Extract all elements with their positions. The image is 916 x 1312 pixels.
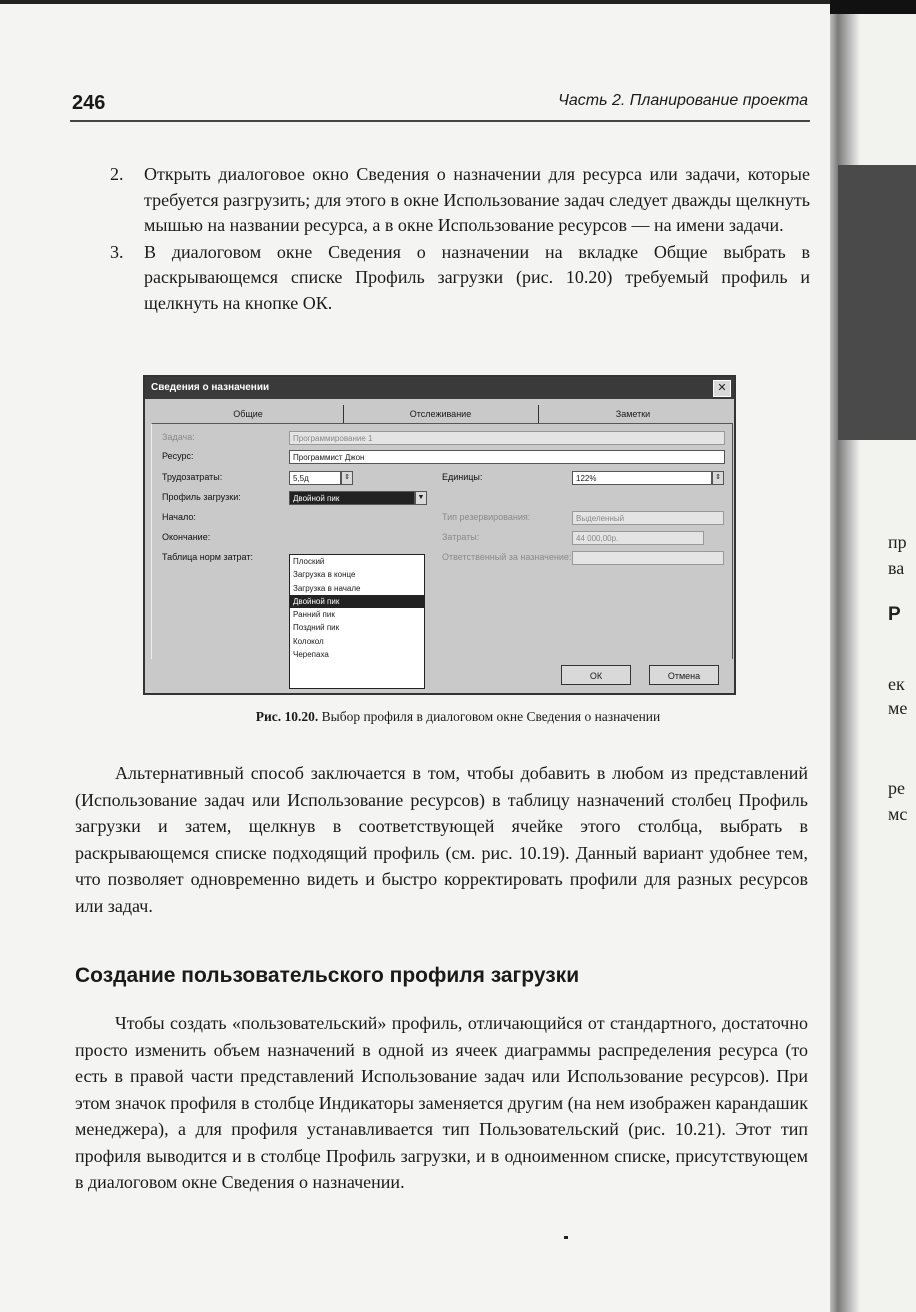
list-number: 2. bbox=[110, 164, 124, 184]
work-label: Трудозатраты: bbox=[162, 472, 223, 482]
list-item bbox=[110, 162, 810, 239]
profile-option[interactable]: Загрузка в начале bbox=[293, 583, 361, 593]
body-paragraph bbox=[75, 1010, 808, 1196]
units-input[interactable]: 122% bbox=[572, 471, 712, 485]
assignment-owner-field bbox=[572, 551, 724, 565]
dialog-title: Сведения о назначении bbox=[145, 377, 734, 399]
body-paragraph bbox=[75, 760, 808, 919]
close-icon[interactable]: ✕ bbox=[713, 380, 731, 397]
cancel-button[interactable]: Отмена bbox=[649, 665, 719, 685]
running-head: Часть 2. Планирование проекта bbox=[558, 92, 808, 109]
figure-caption bbox=[0, 709, 916, 725]
next-page-text-fragment: ре bbox=[888, 778, 905, 798]
resource-label: Ресурс: bbox=[162, 451, 194, 461]
scan-speck bbox=[564, 1236, 568, 1239]
start-label: Начало: bbox=[162, 512, 196, 522]
list-item bbox=[110, 240, 810, 317]
booking-type-field: Выделенный bbox=[572, 511, 724, 525]
cost-field: 44 000,00р. bbox=[572, 531, 704, 545]
numbered-steps bbox=[110, 162, 810, 317]
task-field: Программирование 1 bbox=[289, 431, 725, 445]
profile-option[interactable]: Ранний пик bbox=[293, 610, 335, 620]
caption-text: Выбор профиля в диалоговом окне Сведения о назначении bbox=[321, 709, 661, 724]
assignment-info-dialog bbox=[143, 375, 736, 695]
units-label: Единицы: bbox=[442, 472, 483, 482]
next-page-text-fragment: мс bbox=[888, 804, 908, 824]
dialog-tabs bbox=[153, 405, 729, 423]
next-page-text-fragment: ек bbox=[888, 674, 905, 694]
task-label: Задача: bbox=[162, 432, 195, 442]
units-spinner-icon[interactable]: ⇕ bbox=[712, 471, 724, 485]
profile-option[interactable]: Черепаха bbox=[293, 650, 329, 660]
list-text: Открыть диалоговое окно Сведения о назначении для ресурса или задачи, которые требуется разгрузить; для этого в окне Использование задач следует дважды щелкнуть мышью на названии ресурса, а в окне Использование ресурсов — на имени задачи. bbox=[144, 164, 810, 235]
page-number: 246 bbox=[72, 92, 106, 114]
profile-label: Профиль загрузки: bbox=[162, 492, 241, 502]
booking-type-label: Тип резервирования: bbox=[442, 512, 531, 522]
paragraph-text: Альтернативный способ заключается в том, чтобы добавить в любом из представлений (Использование задач или Использование ресурсов) в таблицу назначений столбец Профиль загрузки и затем, щелкнув в соответствующей ячейке этого столбца, выбрать в раскрывающемся списке подходящий профиль (см. рис. 10.19). Данный вариант удобнее тем, что позволяет одновременно видеть и быстро корректировать профили для разных ресурсов или задач. bbox=[75, 763, 808, 916]
next-page-heading-fragment: Р bbox=[888, 604, 901, 625]
tab-notes[interactable]: Заметки bbox=[615, 409, 651, 419]
work-input[interactable]: 5,5д bbox=[289, 471, 341, 485]
resource-field[interactable]: Программист Джон bbox=[289, 450, 725, 464]
rate-table-label: Таблица норм затрат: bbox=[162, 552, 253, 562]
next-page-text-fragment: ва bbox=[888, 558, 905, 578]
header-rule bbox=[70, 120, 810, 122]
profile-dropdown-list bbox=[289, 554, 425, 689]
profile-option[interactable]: Плоский bbox=[293, 557, 325, 566]
caption-label: Рис. 10.20. bbox=[255, 709, 319, 724]
next-page-text-fragment: пр bbox=[888, 532, 907, 552]
next-page-text-fragment: ме bbox=[888, 698, 908, 718]
section-heading: Создание пользовательского профиля загрузки bbox=[75, 964, 580, 987]
profile-option[interactable]: Колокол bbox=[293, 636, 324, 646]
general-tab-panel bbox=[151, 423, 733, 659]
ok-button[interactable]: ОК bbox=[561, 665, 631, 685]
profile-select[interactable]: Двойной пик bbox=[289, 491, 415, 505]
work-spinner-icon[interactable]: ⇕ bbox=[341, 471, 353, 485]
finish-label: Окончание: bbox=[162, 532, 211, 542]
chevron-down-icon[interactable]: ▼ bbox=[415, 491, 427, 505]
tab-tracking[interactable]: Отслеживание bbox=[343, 405, 539, 423]
paragraph-text: Чтобы создать «пользовательский» профиль, отличающийся от стандартного, достаточно просто изменить объем назначений в одной из ячеек диаграммы распределения ресурса (то есть в правой части представлений Использование задач или Использование ресурсов). При этом значок профиля в столбце Индикаторы заменяется другим (на нем изображен карандашик менеджера), а для профиля устанавливается тип Пользовательский (рис. 10.21). Этот тип профиля выводится и в столбце Профиль загрузки, и в одноименном списке, присутствующем в диалоговом окне Сведения о назначении. bbox=[75, 1013, 808, 1192]
profile-option-selected[interactable]: Двойной пик bbox=[290, 595, 424, 608]
cost-label: Затраты: bbox=[442, 532, 480, 542]
profile-option[interactable]: Поздний пик bbox=[293, 623, 340, 633]
scan-dark-edge bbox=[830, 0, 916, 14]
list-number: 3. bbox=[110, 241, 124, 262]
next-page-figure-fragment bbox=[838, 165, 916, 440]
profile-option[interactable]: Загрузка в конце bbox=[293, 570, 356, 580]
list-text: В диалоговом окне Сведения о назначении на вкладке Общие выбрать в раскрывающемся списке Профиль загрузки (рис. 10.20) требуемый профиль и щелкнуть на кнопке ОК. bbox=[144, 241, 810, 313]
tab-general[interactable]: Общие bbox=[153, 405, 344, 423]
next-page-edge bbox=[830, 0, 916, 1312]
scan-top-edge bbox=[0, 0, 830, 4]
assignment-owner-label: Ответственный за назначение: bbox=[442, 552, 572, 562]
